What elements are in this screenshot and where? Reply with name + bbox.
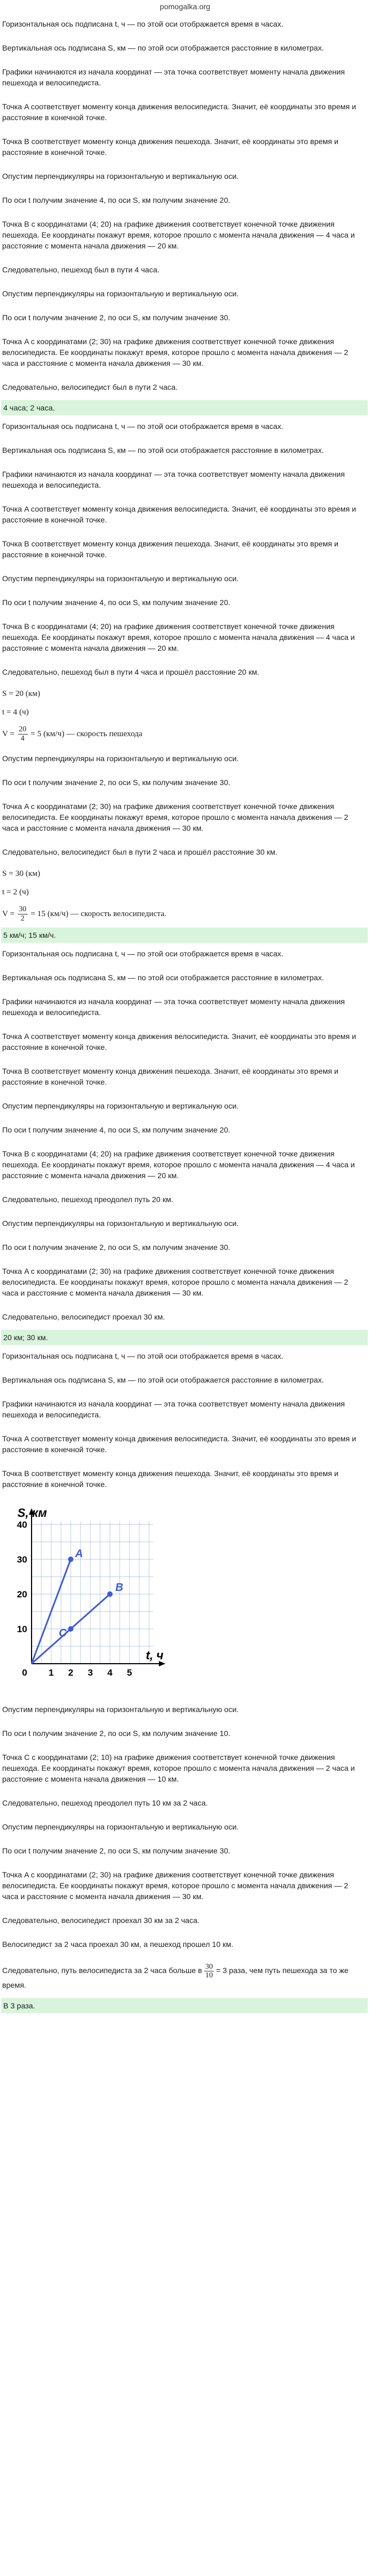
paragraph: Точка A с координатами (2; 30) на графике движения соответствует конечной точке движения велосипедиста. Ее координаты покажут время, которое прошло с момента начала движения — 2 часа и расстояние с момента начала движения — 30 км. [2,337,348,368]
paragraph: Графики начинаются из начала координат — эта точка соответствует моменту начала движения пешехода и велосипедиста. [2,470,345,489]
y-tick-label: 20 [17,1589,27,1600]
paragraph: По оси t получим значение 2, по оси S, км получим значение 10. [2,1729,231,1738]
paragraph: По оси t получим значение 2, по оси S, км получим значение 30. [2,1243,231,1252]
x-axis-label: t, ч [146,1648,164,1662]
paragraph: Точка B соответствует моменту конца движения пешехода. Значит, её координаты это время и расстояние в конечной точке. [2,1067,338,1086]
origin-label: 0 [22,1667,27,1678]
x-tick-label: 5 [127,1667,132,1678]
paragraph: Опустим перпендикуляры на горизонтальную и вертикальную оси. [2,1822,239,1831]
answer-box: 20 км; 30 км. [1,1330,368,1345]
paragraph: Следовательно, велосипедист был в пути 2 часа. [2,383,178,391]
paragraph: Опустим перпендикуляры на горизонтальную и вертикальную оси. [2,574,239,583]
paragraph: Велосипедист за 2 часа проехал 30 км, а пешеход прошел 10 км. [2,1940,233,1949]
solution-section-2 [0,415,370,943]
fraction [18,725,28,743]
fraction-denominator: 4 [21,735,25,743]
point-a [68,1557,73,1562]
paragraph: Опустим перпендикуляры на горизонтальную и вертикальную оси. [2,1705,239,1714]
paragraph: Следовательно, велосипедист проехал 30 км за 2 часа. [2,1916,200,1925]
fraction [204,1963,214,1980]
paragraph: Вертикальная ось подписана S, км — по этой оси отображается расстояние в километрах. [2,446,324,455]
paragraph: По оси t получим значение 2, по оси S, км получим значение 30. [2,778,231,787]
paragraph: Горизонтальная ось подписана t, ч — по этой оси отображается время в часах. [2,422,283,431]
formula-speed [1,722,368,748]
paragraph: Графики начинаются из начала координат — эта точка соответствует моменту начала движения пешехода и велосипедиста. [2,997,345,1017]
paragraph [1,1957,368,1998]
point-label-a: A [75,1548,83,1560]
y-tick-label: 40 [17,1520,27,1530]
formula-lhs: V = [2,729,17,738]
fraction [18,905,28,923]
point-b [107,1591,113,1597]
text: Следовательно, путь велосипедиста за 2 часа больше в [2,1966,205,1975]
paragraph: Следовательно, пешеход преодолел путь 20 км. [2,1195,174,1204]
paragraph: По оси t получим значение 2, по оси S, км получим значение 30. [2,1846,231,1855]
solution-section-3 [0,943,370,1345]
axes [29,1508,165,1666]
paragraph: Горизонтальная ось подписана t, ч — по этой оси отображается время в часах. [2,1352,283,1360]
motion-graph-svg [10,1501,173,1696]
paragraph: Точка A соответствует моменту конца движения велосипедиста. Значит, её координаты это время и расстояние в конечной точке. [2,102,356,122]
paragraph: Точка A соответствует моменту конца движения велосипедиста. Значит, её координаты это время и расстояние в конечной точке. [2,1032,356,1051]
x-tick-label: 4 [107,1667,113,1678]
site-logo[interactable] [0,0,370,13]
paragraph: Следовательно, велосипедист проехал 30 км. [2,1312,165,1321]
x-tick-label: 2 [68,1667,73,1678]
formula-rhs: = 15 (км/ч) — скорость велосипедиста. [28,909,166,918]
formula-distance: S = 30 (км) [2,869,40,878]
grid [32,1521,153,1664]
paragraph: Вертикальная ось подписана S, км — по этой оси отображается расстояние в километрах. [2,973,324,982]
paragraph: Следовательно, велосипедист был в пути 2 часа и прошёл расстояние 30 км. [2,848,278,856]
paragraph: Точка A с координатами (2; 30) на графике движения соответствует конечной точке движения велосипедиста. Ее координаты покажут время, которое прошло с момента начала движения — 2 часа и расстояние с момента начала движения — 30 км. [2,1870,348,1901]
paragraph: Вертикальная ось подписана S, км — по этой оси отображается расстояние в километрах. [2,1376,324,1384]
paragraph: Точка A с координатами (2; 30) на графике движения соответствует конечной точке движения велосипедиста. Ее координаты покажут время, которое прошло с момента начала движения — 2 часа и расстояние с момента начала движения — 30 км. [2,802,348,832]
paragraph: По оси t получим значение 4, по оси S, км получим значение 20. [2,598,231,607]
paragraph: Опустим перпендикуляры на горизонтальную и вертикальную оси. [2,754,239,763]
paragraph: Вертикальная ось подписана S, км — по этой оси отображается расстояние в километрах. [2,43,324,52]
paragraph: Точка A с координатами (2; 30) на графике движения соответствует конечной точке движения велосипедиста. Ее координаты покажут время, которое прошло с момента начала движения — 2 часа и расстояние с момента начала движения — 30 км. [2,1267,348,1297]
fraction-numerator: 30 [205,1963,213,1971]
paragraph: Точка B с координатами (4; 20) на графике движения соответствует конечной точке движения пешехода. Ее координаты покажут время, которое прошло с момента начала движения — 4 часа и расстояние с момента начала движения — 20 км. [2,220,355,250]
paragraph: Следовательно, пешеход был в пути 4 часа. [2,265,159,274]
text: = 3 раза, чем путь пешехода за то же время. [2,1966,349,1989]
paragraph: Опустим перпендикуляры на горизонтальную и вертикальную оси. [2,289,239,298]
point-label-b: B [115,1582,124,1594]
y-tick-label: 10 [17,1624,27,1634]
paragraph: Точка A соответствует моменту конца движения велосипедиста. Значит, её координаты это время и расстояние в конечной точке. [2,505,356,524]
paragraph: Точка B соответствует моменту конца движения пешехода. Значит, её координаты это время и расстояние в конечной точке. [2,137,338,157]
point-label-c: C [59,1627,67,1639]
paragraph: Опустим перпендикуляры на горизонтальную и вертикальную оси. [2,172,239,181]
solution-section-4 [0,1345,370,2013]
formula-rhs: = 5 (км/ч) — скорость пешехода [28,729,143,738]
paragraph: Следовательно, пешеход преодолел путь 10 км за 2 часа. [2,1799,208,1807]
formula-time: t = 2 (ч) [2,888,29,897]
site-logo-text: pomogalka.org [159,2,211,11]
paragraph: Графики начинаются из начала координат — эта точка соответствует моменту начала движения пешехода и велосипедиста. [2,67,345,87]
paragraph: Опустим перпендикуляры на горизонтальную и вертикальную оси. [2,1102,239,1110]
series [32,1557,113,1664]
formula-speed [1,902,368,928]
paragraph: Точка B соответствует моменту конца движения пешехода. Значит, её координаты это время и расстояние в конечной точке. [2,539,338,559]
paragraph: Точка B соответствует моменту конца движения пешехода. Значит, её координаты это время и расстояние в конечной точке. [2,1469,338,1489]
paragraph: Следовательно, пешеход был в пути 4 часа и прошёл расстояние 20 км. [2,668,260,676]
paragraph: По оси t получим значение 4, по оси S, км получим значение 20. [2,1125,231,1134]
fraction-denominator: 10 [205,1971,213,1980]
x-tick-label: 1 [48,1667,54,1678]
fraction-denominator: 2 [21,914,25,923]
motion-graph [10,1501,173,1696]
formula-lhs: V = [2,909,17,918]
paragraph: Точка B с координатами (4; 20) на графике движения соответствует конечной точке движения пешехода. Ее координаты покажут время, которое прошло с момента начала движения — 4 часа и расстояние с момента начала движения — 20 км. [2,1149,355,1180]
paragraph: Горизонтальная ось подписана t, ч — по этой оси отображается время в часах. [2,949,283,958]
y-axis-label: S, км [17,1506,47,1520]
paragraph: Точка C с координатами (2; 10) на графике движения соответствует конечной точке движения пешехода. Ее координаты покажут время, которое прошло с момента начала движения — 2 часа и расстояние с момента начала движения — 10 км. [2,1753,355,1783]
fraction-numerator: 30 [18,905,27,913]
x-tick-label: 3 [88,1667,93,1678]
answer-box: 4 часа; 2 часа. [1,400,368,415]
paragraph: По оси t получим значение 2, по оси S, км получим значение 30. [2,313,231,322]
point-c [68,1626,73,1632]
paragraph: Точка B с координатами (4; 20) на графике движения соответствует конечной точке движения пешехода. Ее координаты покажут время, которое прошло с момента начала движения — 4 часа и расстояние с момента начала движения — 20 км. [2,622,355,652]
paragraph: Опустим перпендикуляры на горизонтальную и вертикальную оси. [2,1219,239,1228]
y-tick-label: 30 [17,1554,27,1565]
paragraph: Графики начинаются из начала координат — эта точка соответствует моменту начала движения пешехода и велосипедиста. [2,1399,345,1419]
answer-box: В 3 раза. [1,1998,368,2013]
solution-section-1 [0,13,370,415]
paragraph: По оси t получим значение 4, по оси S, км получим значение 20. [2,196,231,204]
formula-distance: S = 20 (км) [2,689,40,698]
paragraph: Точка A соответствует моменту конца движения велосипедиста. Значит, её координаты это время и расстояние в конечной точке. [2,1434,356,1454]
fraction-numerator: 20 [18,725,27,733]
formula-time: t = 4 (ч) [2,708,29,717]
paragraph: Горизонтальная ось подписана t, ч — по этой оси отображается время в часах. [2,20,283,28]
answer-box: 5 км/ч; 15 км/ч. [1,928,368,943]
